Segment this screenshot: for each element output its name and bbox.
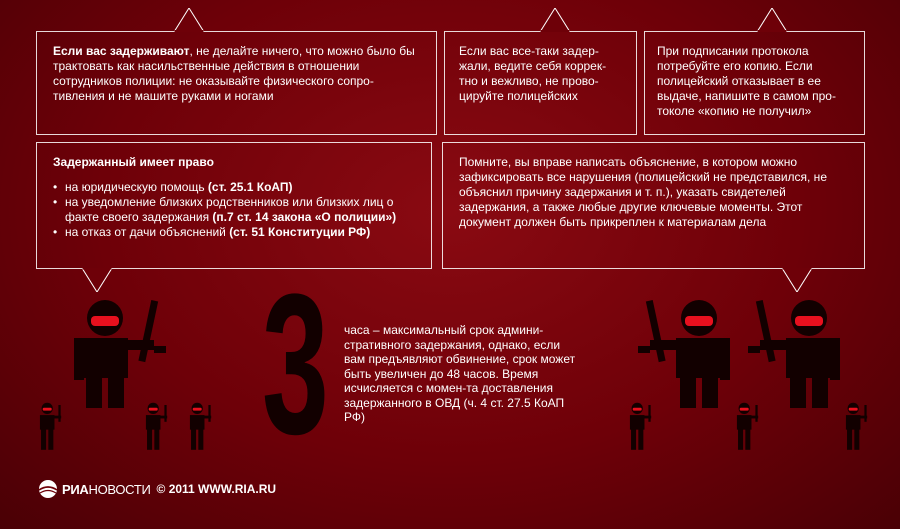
pointer-up-3 [757,8,787,32]
policeman-large-icon [742,298,842,408]
rights-title: Задержанный имеет право [53,155,214,169]
tip-box-detention [36,31,437,135]
tip-detention-text [53,44,420,104]
tip-protocol-text: При подписании протокола потребуйте его копию. Если полицейский отказывает в ее выдаче, напишите в самом про-токоле «копию не получил» [657,44,836,118]
ria-globe-icon [38,479,58,499]
copyright: © 2011 WWW.RIA.RU [156,482,277,496]
hours-text: часа – максимальный срок админи-стративного задержания, однако, если вам предъявляют обвинение, срок может быть увеличен до 48 часов. Время исчисляется с момен-та доставления задержанного в ОВД (ч. 4 ст. 27.5 КоАП РФ) [344,323,576,424]
policeman-small-icon [733,402,761,450]
tip-detention-body: , не делайте ничего, что можно было бы трактовать как насильственные действия в отношении сотрудников полиции: не оказывайте физического сопро-тивления и не машите руками и ногами [53,44,415,103]
pointer-up-2 [540,8,570,32]
rights-item: • на отказ от дачи объяснений (ст. 51 Конституции РФ) [53,225,415,240]
ria-brand: РИАНОВОСТИ [62,481,151,497]
rights-item: • на уведомление близких родственников или близких лиц о факте своего задержания (п.7 ст. 14 закона «О полиции») [53,195,415,225]
ria-logo [38,478,276,500]
rights-box [36,142,432,269]
tip-box-protocol [644,31,865,135]
policeman-large-icon [632,298,732,408]
tip-box-behave [444,31,637,135]
tip-behave-text: Если вас все-таки задер-жали, ведите себя коррек-тно и вежливо, не прово-цируйте полицейских [459,44,607,103]
policeman-small-icon [142,402,170,450]
policeman-small-icon [842,402,870,450]
policeman-small-icon [186,402,214,450]
explanation-box [442,142,865,269]
explanation-text: Помните, вы вправе написать объяснение, в котором можно зафиксировать все нарушения (полицейский не представился, не объяснил причину задержания и т. п.), указать свидетелей задержания, а также любые другие ключевые моменты. Этот документ должен быть прикреплен к материалам дела [459,155,827,229]
policeman-small-icon [36,402,64,450]
hours-number: 3 [262,253,327,476]
policeman-large-icon [72,298,172,408]
pointer-up-1 [174,8,204,32]
pointer-down-5 [782,268,812,292]
pointer-down-4 [82,268,112,292]
tip-detention-lead: Если вас задерживают [53,44,190,58]
policeman-small-icon [626,402,654,450]
rights-list [53,180,415,240]
rights-item: • на юридическую помощь (ст. 25.1 КоАП) [53,180,415,195]
